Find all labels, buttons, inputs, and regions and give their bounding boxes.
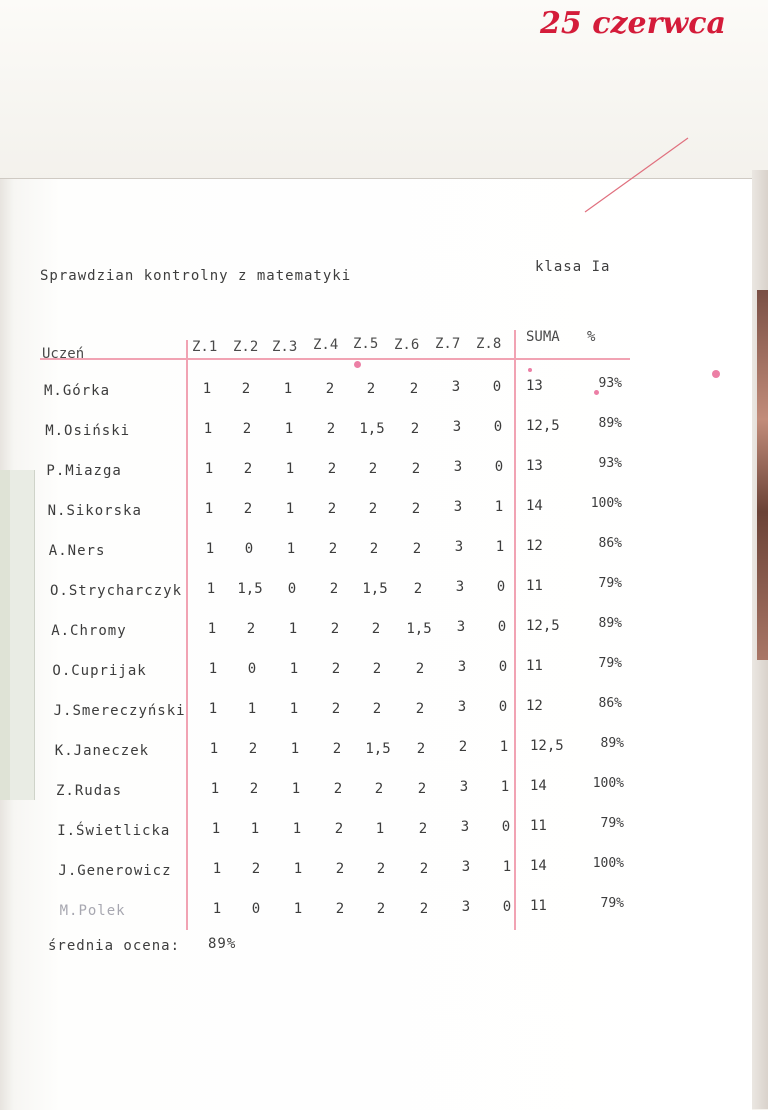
row-sum: 12 bbox=[526, 538, 543, 554]
row-sum: 13 bbox=[526, 458, 543, 474]
row-percent: 86% bbox=[598, 696, 622, 711]
task-score: 0 bbox=[497, 619, 507, 635]
task-score: 2 bbox=[418, 821, 428, 837]
task-score: 3 bbox=[461, 859, 471, 875]
task-score: 2 bbox=[412, 541, 422, 557]
task-score: 2 bbox=[331, 661, 341, 677]
class-label: klasa Ia bbox=[535, 259, 611, 275]
student-name: Z.Rudas bbox=[56, 783, 123, 799]
task-score: 0 bbox=[492, 379, 502, 395]
task-score: 1 bbox=[502, 859, 512, 875]
row-sum: 14 bbox=[526, 498, 543, 514]
task-score: 3 bbox=[459, 779, 469, 795]
task-score: 2 bbox=[332, 741, 342, 757]
task-score: 2 bbox=[372, 701, 382, 717]
student-name: J.Generowicz bbox=[58, 863, 172, 879]
row-percent: 89% bbox=[598, 416, 622, 431]
task-score: 3 bbox=[451, 379, 461, 395]
task-score: 2 bbox=[335, 901, 345, 917]
row-percent: 79% bbox=[600, 896, 624, 911]
header-percent: % bbox=[587, 329, 596, 345]
task-score: 3 bbox=[461, 899, 471, 915]
task-score: 1,5 bbox=[365, 741, 391, 757]
task-score: 1 bbox=[283, 381, 293, 397]
task-score: 1 bbox=[284, 421, 294, 437]
task-score: 1 bbox=[207, 621, 217, 637]
task-score: 2 bbox=[411, 461, 421, 477]
average-value: 89% bbox=[208, 936, 237, 952]
task-score: 2 bbox=[335, 861, 345, 877]
task-score: 1 bbox=[210, 781, 220, 797]
task-score: 0 bbox=[247, 661, 257, 677]
header-task-6: Z.6 bbox=[394, 337, 420, 353]
row-percent: 89% bbox=[600, 736, 624, 751]
ink-mark bbox=[594, 390, 599, 395]
header-task-2: Z.2 bbox=[233, 339, 259, 355]
task-score: 2 bbox=[416, 741, 426, 757]
row-sum: 11 bbox=[526, 578, 543, 594]
task-score: 1 bbox=[212, 861, 222, 877]
student-name: K.Janeczek bbox=[54, 743, 150, 759]
row-sum: 12,5 bbox=[526, 618, 560, 634]
task-score: 2 bbox=[368, 461, 378, 477]
task-score: 1 bbox=[500, 779, 510, 795]
task-score: 2 bbox=[369, 541, 379, 557]
task-score: 2 bbox=[371, 621, 381, 637]
task-score: 1 bbox=[289, 701, 299, 717]
task-score: 1 bbox=[375, 821, 385, 837]
student-name: A.Ners bbox=[48, 543, 106, 559]
row-percent: 89% bbox=[598, 616, 622, 631]
task-score: 1 bbox=[211, 821, 221, 837]
task-score: 1,5 bbox=[362, 581, 388, 597]
row-percent: 79% bbox=[600, 816, 624, 831]
header-suma: SUMA bbox=[526, 329, 560, 345]
task-score: 3 bbox=[453, 499, 463, 515]
task-score: 2 bbox=[327, 501, 337, 517]
task-score: 2 bbox=[331, 701, 341, 717]
row-percent: 100% bbox=[592, 856, 624, 871]
task-score: 1 bbox=[495, 539, 505, 555]
header-task-4: Z.4 bbox=[313, 337, 339, 353]
task-score: 2 bbox=[376, 861, 386, 877]
task-score: 1,5 bbox=[406, 621, 432, 637]
average-label: średnia ocena: bbox=[48, 938, 181, 954]
task-score: 0 bbox=[287, 581, 297, 597]
task-score: 3 bbox=[453, 459, 463, 475]
task-score: 2 bbox=[330, 621, 340, 637]
student-name: O.Strycharczyk bbox=[50, 583, 183, 599]
task-score: 1 bbox=[247, 701, 257, 717]
header-task-8: Z.8 bbox=[476, 336, 502, 352]
task-score: 3 bbox=[457, 659, 467, 675]
row-percent: 100% bbox=[590, 496, 622, 511]
task-score: 0 bbox=[494, 459, 504, 475]
row-percent: 100% bbox=[592, 776, 624, 791]
row-percent: 79% bbox=[598, 576, 622, 591]
task-score: 2 bbox=[249, 781, 259, 797]
task-score: 0 bbox=[502, 899, 512, 915]
row-sum: 13 bbox=[526, 378, 543, 394]
row-sum: 14 bbox=[530, 858, 547, 874]
task-score: 2 bbox=[409, 381, 419, 397]
task-score: 2 bbox=[251, 861, 261, 877]
task-score: 1 bbox=[289, 661, 299, 677]
task-score: 1 bbox=[499, 739, 509, 755]
student-name: M.Górka bbox=[44, 383, 111, 399]
document-title: Sprawdzian kontrolny z matematyki bbox=[40, 268, 352, 284]
task-score: 1 bbox=[206, 581, 216, 597]
task-score: 2 bbox=[411, 501, 421, 517]
task-score: 1 bbox=[494, 499, 504, 515]
task-score: 2 bbox=[417, 781, 427, 797]
task-score: 1 bbox=[290, 741, 300, 757]
task-score: 2 bbox=[374, 781, 384, 797]
row-percent: 93% bbox=[598, 456, 622, 471]
task-score: 1 bbox=[292, 821, 302, 837]
task-score: 1 bbox=[212, 901, 222, 917]
row-percent: 93% bbox=[598, 376, 622, 391]
task-score: 2 bbox=[372, 661, 382, 677]
task-score: 1 bbox=[250, 821, 260, 837]
task-score: 1 bbox=[204, 461, 214, 477]
row-percent: 86% bbox=[598, 536, 622, 551]
task-score: 1 bbox=[205, 541, 215, 557]
row-sum: 11 bbox=[526, 658, 543, 674]
task-score: 1 bbox=[286, 541, 296, 557]
header-task-5: Z.5 bbox=[353, 336, 379, 352]
task-score: 2 bbox=[241, 381, 251, 397]
student-name: I.Świetlicka bbox=[57, 823, 171, 839]
task-score: 1 bbox=[202, 381, 212, 397]
task-score: 2 bbox=[243, 461, 253, 477]
row-percent: 79% bbox=[598, 656, 622, 671]
student-name: O.Cuprijak bbox=[52, 663, 147, 679]
task-score: 2 bbox=[334, 821, 344, 837]
student-name: M.Polek bbox=[59, 903, 126, 919]
task-score: 2 bbox=[366, 381, 376, 397]
task-score: 2 bbox=[410, 421, 420, 437]
handwritten-date: 25 czerwca bbox=[540, 6, 726, 41]
task-score: 2 bbox=[368, 501, 378, 517]
task-score: 1,5 bbox=[237, 581, 263, 597]
task-score: 1 bbox=[293, 901, 303, 917]
header-task-3: Z.3 bbox=[272, 339, 298, 355]
task-score: 2 bbox=[246, 621, 256, 637]
task-score: 2 bbox=[248, 741, 258, 757]
student-name: P.Miazga bbox=[46, 463, 122, 479]
student-name: M.Osiński bbox=[45, 423, 131, 439]
task-score: 0 bbox=[244, 541, 254, 557]
task-score: 1 bbox=[208, 701, 218, 717]
task-score: 0 bbox=[498, 699, 508, 715]
task-score: 2 bbox=[458, 739, 468, 755]
task-score: 2 bbox=[328, 541, 338, 557]
row-sum: 11 bbox=[530, 818, 547, 834]
header-task-1: Z.1 bbox=[192, 339, 218, 355]
row-sum: 12 bbox=[526, 698, 543, 714]
task-score: 2 bbox=[326, 421, 336, 437]
task-score: 3 bbox=[457, 699, 467, 715]
task-score: 2 bbox=[243, 501, 253, 517]
task-score: 2 bbox=[376, 901, 386, 917]
header-student: Uczeń bbox=[42, 346, 85, 362]
task-score: 3 bbox=[452, 419, 462, 435]
task-score: 2 bbox=[327, 461, 337, 477]
student-name: A.Chromy bbox=[51, 623, 127, 639]
ink-mark bbox=[712, 370, 720, 378]
task-score: 2 bbox=[415, 701, 425, 717]
task-score: 1 bbox=[293, 861, 303, 877]
task-score: 2 bbox=[415, 661, 425, 677]
task-score: 3 bbox=[460, 819, 470, 835]
task-score: 2 bbox=[413, 581, 423, 597]
task-score: 1 bbox=[291, 781, 301, 797]
ink-mark bbox=[354, 361, 361, 368]
task-score: 3 bbox=[456, 619, 466, 635]
task-score: 1 bbox=[288, 621, 298, 637]
ink-mark bbox=[528, 368, 532, 372]
task-score: 2 bbox=[333, 781, 343, 797]
task-score: 0 bbox=[501, 819, 511, 835]
row-sum: 11 bbox=[530, 898, 547, 914]
task-score: 1 bbox=[209, 741, 219, 757]
task-score: 0 bbox=[498, 659, 508, 675]
header-underline bbox=[40, 358, 630, 360]
task-score: 1 bbox=[204, 501, 214, 517]
task-score: 1 bbox=[285, 461, 295, 477]
task-score: 1 bbox=[203, 421, 213, 437]
task-score: 0 bbox=[493, 419, 503, 435]
task-score: 3 bbox=[455, 579, 465, 595]
task-score: 2 bbox=[242, 421, 252, 437]
row-sum: 12,5 bbox=[526, 418, 560, 434]
row-sum: 12,5 bbox=[530, 738, 564, 754]
task-score: 0 bbox=[496, 579, 506, 595]
task-score: 3 bbox=[454, 539, 464, 555]
task-score: 0 bbox=[251, 901, 261, 917]
task-score: 1,5 bbox=[359, 421, 385, 437]
task-score: 2 bbox=[419, 861, 429, 877]
row-sum: 14 bbox=[530, 778, 547, 794]
task-score: 1 bbox=[208, 661, 218, 677]
task-score: 1 bbox=[285, 501, 295, 517]
task-score: 2 bbox=[329, 581, 339, 597]
task-score: 2 bbox=[325, 381, 335, 397]
task-score: 2 bbox=[419, 901, 429, 917]
header-task-7: Z.7 bbox=[435, 336, 461, 352]
student-name: N.Sikorska bbox=[47, 503, 142, 519]
student-name: J.Smereczyński bbox=[53, 703, 186, 719]
